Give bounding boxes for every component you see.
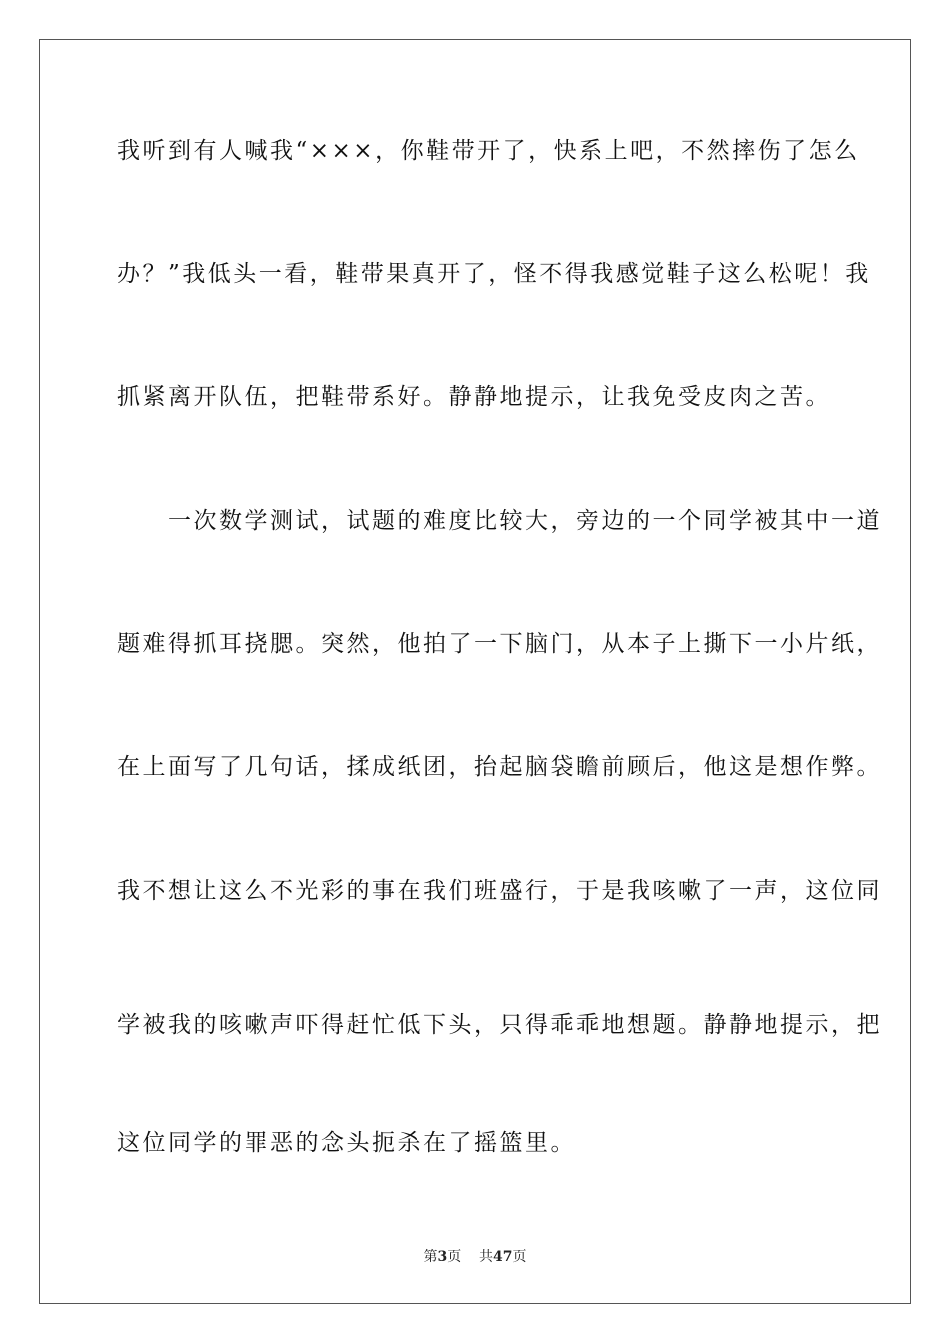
total-suffix: 页 xyxy=(512,1249,527,1265)
page-suffix: 页 xyxy=(447,1249,462,1265)
paragraph-line-3: 抓紧离开队伍，把鞋带系好。静静地提示，让我免受皮肉之苦。 xyxy=(117,384,831,410)
paragraph-line-7: 我不想让这么不光彩的事在我们班盛行，于是我咳嗽了一声，这位同 xyxy=(117,878,882,904)
page-prefix: 第 xyxy=(423,1249,438,1265)
page-footer xyxy=(0,1247,950,1267)
total-prefix: 共 xyxy=(479,1249,494,1265)
paragraph-line-5: 题难得抓耳挠腮。突然，他拍了一下脑门，从本子上撕下一小片纸， xyxy=(117,631,882,657)
total-pages: 47 xyxy=(493,1249,513,1265)
page-number: 3 xyxy=(437,1249,448,1265)
paragraph-line-2: 办？”我低头一看，鞋带果真开了，怪不得我感觉鞋子这么松呢！我 xyxy=(117,261,871,287)
paragraph-line-1: 我听到有人喊我“×××，你鞋带开了，快系上吧，不然摔伤了怎么 xyxy=(117,138,860,164)
paragraph-line-8: 学被我的咳嗽声吓得赶忙低下头，只得乖乖地想题。静静地提示，把 xyxy=(117,1012,882,1038)
paragraph-line-6: 在上面写了几句话，揉成纸团，抬起脑袋瞻前顾后，他这是想作弊。 xyxy=(117,754,882,780)
paragraph-line-9: 这位同学的罪恶的念头扼杀在了摇篮里。 xyxy=(117,1130,576,1156)
paragraph-line-4: 一次数学测试，试题的难度比较大，旁边的一个同学被其中一道 xyxy=(117,508,882,534)
page-border xyxy=(39,39,911,1304)
